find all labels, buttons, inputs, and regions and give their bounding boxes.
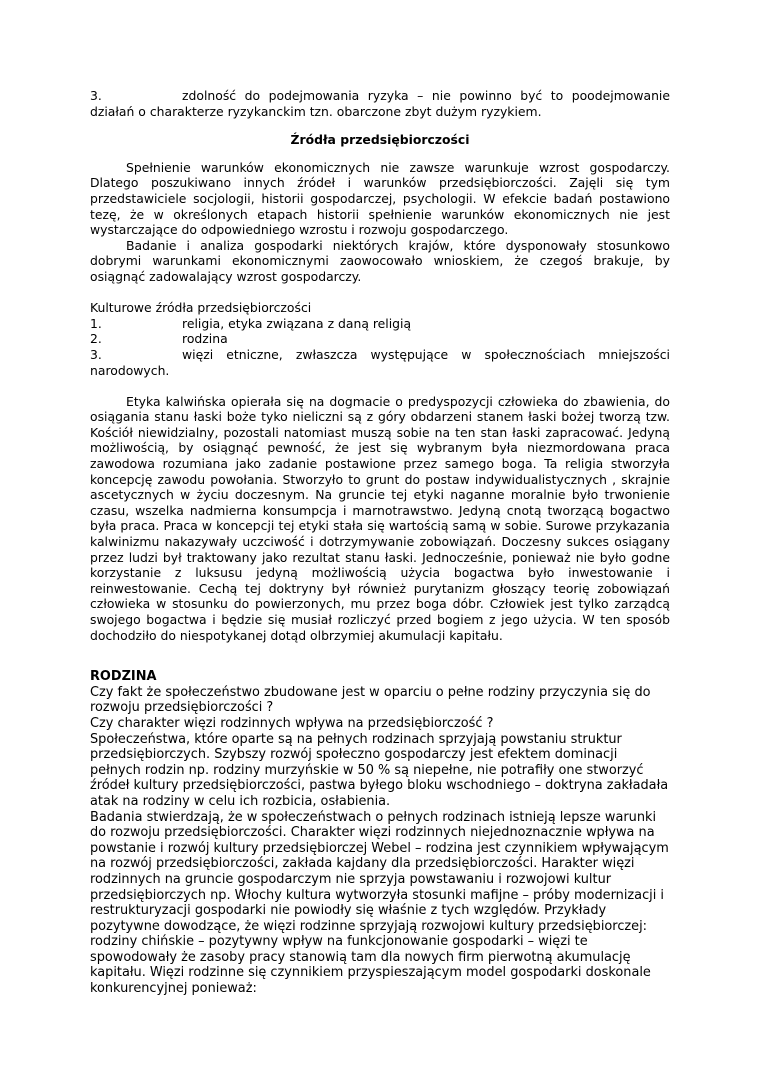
list-item-text: rodzina	[182, 331, 228, 347]
family-paragraph-1: Społeczeństwa, które oparte są na pełnych rodzinach sprzyjają powstaniu struktur przedsiębiorczych. Szybszy rozwój społeczno gospodarczy jest efektem dominacji pełnych rodzin np. rodziny murzyńskie w 50 % są niepełne, nie potrafiły one stworzyć źródeł kultury przedsiębiorczości, pastwa byłego bloku wschodniego – doktryna zakładała atak na rodziny w celu ich rozbicia, osłabienia.	[90, 731, 669, 809]
list-item-text: więzi etniczne, zwłaszcza występujące w społecznościach mniejszości narodowych.	[90, 346, 670, 378]
sources-label: Kulturowe źródła przedsiębiorczości	[90, 300, 312, 316]
intro-item-text: zdolność do podejmowania ryzyka – nie powinno być to poodejmowanie działań o charakterze ryzykanckim tzn. obarczone zbyt dużym ryzykiem.	[90, 88, 670, 119]
paragraph-calvinist-ethics: Etyka kalwińska opierała się na dogmacie o predyspozycji człowieka do zbawienia, do osiągania stanu łaski boże tyko nieliczni są z góry obdarzeni stanem łaski bożej tworzą tzw. Kościół niewidzialny, pozostali natomiast muszą sobie na ten stan łaski zapracować. Jedyną możliwością, by osiągnąć pewność, że jest się wybranym była niezmordowana praca zawodowa rozumiana jako zadanie postawione przez samego boga. Ta religia stworzyła koncepcję zawodu powołania. Stworzyło to grunt do postaw indywidualistycznych , skrajnie ascetycznych w życiu doczesnym. Na gruncie tej etyki naganne moralnie było trwonienie czasu, wszelka nadmierna konsumpcja i marnotrawstwo. Jedyną cnotą tworzącą bogactwo była praca. Praca w koncepcji tej etyki stała się wartością samą w sobie. Surowe przykazania kalwinizmu nakazywały uczciwość i dotrzymywanie zobowiązań. Doczesny sukces osiągany przez ludzi był traktowany jako rezultat stanu łaski. Jednocześnie, ponieważ nie było godne korzystanie z luksusu jedyną możliwością użycia bogactwa było inwestowanie i reinwestowanie. Cechą tej doktryny był również purytanizm głoszący teorię zobowiązań człowieka w stosunku do powierzonych, mu przez boga dóbr. Człowiek jest tylko zarządcą swojego bogactwa i będzie się musiał rozliczyć przed bogiem z jego użycia. W ten sposób dochodziło do niespotykanej dotąd olbrzymiej akumulacji kapitału.	[90, 393, 670, 643]
spacer	[90, 285, 670, 301]
list-item	[90, 331, 670, 347]
spacer	[90, 643, 670, 669]
family-question-2: Czy charakter więzi rodzinnych wpływa na przedsiębiorczość ?	[90, 715, 494, 731]
section-family	[90, 669, 670, 996]
list-item	[90, 347, 670, 378]
family-paragraph-2: Badania stwierdzają, że w społeczeństwach o pełnych rodzinach istnieją lepsze warunki do rozwoju przedsiębiorczości. Charakter więzi rodzinnych niejednoznacznie wpływa na powstanie i rozwój kultury przedsiębiorczej Webel – rodzina jest czynnikiem wpływającym na rozwój przedsiębiorczości, zakłada kajdany dla przedsiębiorczości. Harakter więzi rodzinnych na gruncie gospodarczym nie sprzyja powstawaniu i rozwojowi kultur przedsiębiorczych np. Włochy kultura wytworzyła stosunki mafijne – próby modernizacji i restrukturyzacji gospodarki nie powiodły się właśnie z tych względów. Przykłady pozytywne dowodzące, że więzi rodzinne sprzyjają rozwojowi kultury przedsiębiorczej: rodziny chińskie – pozytywny wpływ na funkcjonowanie gospodarki – więzi te spowodowały że zasoby pracy stanowią tam dla nowych firm pierwotną akumulację kapitału. Więzi rodzinne się czynnikiem przyspieszającym model gospodarki doskonale konkurencyjnej ponieważ:	[90, 809, 669, 997]
family-question-1: Czy fakt że społeczeństwo zbudowane jest w oparciu o pełne rodziny przyczynia się do rozwoju przedsiębiorczości ?	[90, 684, 651, 716]
intro-item-number: 3.	[90, 88, 102, 103]
list-item-number: 1.	[90, 315, 102, 331]
document-page	[90, 88, 670, 997]
list-item-number: 3.	[90, 346, 102, 362]
intro-item	[90, 88, 670, 119]
spacer	[90, 378, 670, 394]
list-item-number: 2.	[90, 331, 102, 347]
section-heading: Źródła przedsiębiorczości	[290, 132, 470, 148]
paragraph-conditions: Spełnienie warunków ekonomicznych nie zawsze warunkuje wzrost gospodarczy. Dlatego poszukiwano innych źródeł i warunków przedsiębiorczości. Zajęli się tym przedstawiciele socjologii, historii gospodarczej, psychologii. W efekcie badań postawiono tezę, że w określonych etapach historii spełnienie warunków ekonomicznych nie jest wystarczające do odpowiedniego wzrostu i rozwoju gospodarczego.	[90, 159, 670, 238]
list-item	[90, 316, 670, 332]
paragraph-analysis: Badanie i analiza gospodarki niektórych krajów, które dysponowały stosunkowo dobrymi warunkami ekonomicznymi zaowocowało wnioskiem, że czegoś brakuje, by osiągnąć zadowalający wzrost gospodarczy.	[90, 237, 670, 284]
family-title: RODZINA	[90, 669, 157, 685]
section-entrepreneurship	[90, 88, 670, 643]
list-item-text: religia, etyka związana z daną religią	[182, 315, 412, 331]
